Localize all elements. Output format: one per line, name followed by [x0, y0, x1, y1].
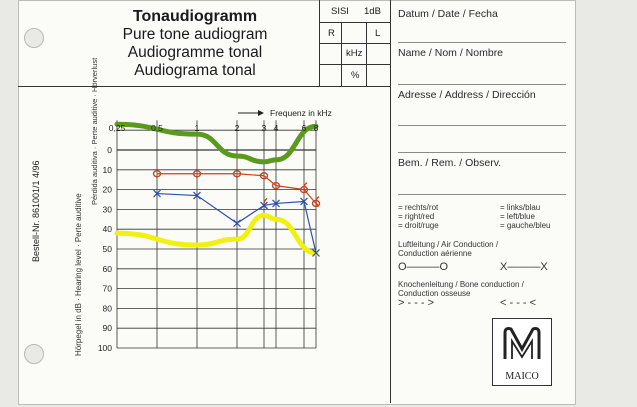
title-german: Tonaudiogramm — [132, 8, 258, 25]
y-tick-label: 10 — [102, 164, 112, 175]
x-tick-label: 1 — [194, 123, 200, 133]
y-tick-label: 80 — [102, 303, 112, 314]
legend-left-de: = links/blau — [500, 203, 541, 212]
db-label: 1dB — [364, 6, 381, 17]
hearing-loss-label: Pérdida auditiva · Perte auditive · Hörverlust — [90, 57, 99, 205]
percent-label: % — [351, 70, 360, 81]
y-tick-label: 50 — [102, 244, 112, 254]
legend-right-de: = rechts/rot — [398, 203, 439, 212]
air-right-symbol: O———O — [398, 261, 449, 273]
x-tick-label: 4 — [273, 123, 279, 133]
air-left-symbol: X———X — [500, 261, 548, 273]
left-ear-label: L — [375, 28, 381, 39]
chart-bands — [117, 124, 316, 253]
x-tick-label: 2 — [234, 123, 240, 133]
frequency-arrow — [238, 110, 264, 116]
x-tick-label: 0,5 — [151, 123, 163, 133]
date-label: Datum / Date / Fecha — [398, 8, 498, 20]
bone-right-symbol: > - - - > — [398, 297, 435, 309]
y-tick-label: 20 — [102, 184, 112, 195]
sisi-label: SISI — [331, 6, 349, 17]
air-conduction-label-fr: Conduction aérienne — [398, 249, 472, 258]
legend-left-fr: = gauche/bleu — [500, 221, 551, 230]
x-tick-label: 0,25 — [108, 123, 126, 133]
name-label: Name / Nom / Nombre — [398, 47, 504, 59]
band-yellow — [117, 215, 316, 253]
legend-right-fr: = droit/ruge — [398, 221, 439, 230]
remarks-label: Bem. / Rem. / Observ. — [398, 157, 502, 169]
frequency-axis-label: Frequenz in kHz — [270, 108, 332, 118]
y-tick-label: 70 — [102, 283, 112, 294]
legend-right-en: = right/red — [398, 212, 435, 221]
y-tick-label: 30 — [102, 204, 112, 215]
address-label: Adresse / Address / Dirección — [398, 89, 536, 101]
title-english: Pure tone audiogram — [122, 26, 268, 43]
khz-label: kHz — [346, 48, 363, 59]
y-tick-label: 0 — [107, 145, 112, 155]
y-tick-label: 40 — [102, 224, 112, 235]
y-tick-label: 100 — [97, 343, 112, 353]
legend-left-en: = left/blue — [500, 212, 535, 221]
title-spanish: Audiograma tonal — [134, 62, 256, 79]
air-conduction-label: Luftleitung / Air Conduction / — [398, 240, 499, 249]
bone-conduction-label-fr: Conduction osseuse — [398, 289, 471, 298]
bone-conduction-label: Knochenleitung / Bone conduction / — [398, 280, 524, 289]
title-french: Audiogramme tonal — [127, 44, 263, 61]
hearing-level-label: Hörpegel in dB · Hearing level · Perte auditive — [74, 193, 83, 356]
x-tick-label: 6 — [301, 123, 307, 133]
maico-brand: MAICO — [505, 371, 539, 382]
order-number: Bestell-Nr. 861001/1 4/96 — [31, 160, 41, 262]
x-tick-label: 8 — [313, 123, 319, 133]
right-ear-label: R — [328, 28, 335, 39]
bone-left-symbol: < - - - < — [500, 297, 537, 309]
y-tick-label: 90 — [102, 323, 112, 334]
y-tick-label: 60 — [102, 263, 112, 274]
series-line-right-air — [157, 174, 316, 204]
x-tick-label: 3 — [261, 123, 267, 133]
